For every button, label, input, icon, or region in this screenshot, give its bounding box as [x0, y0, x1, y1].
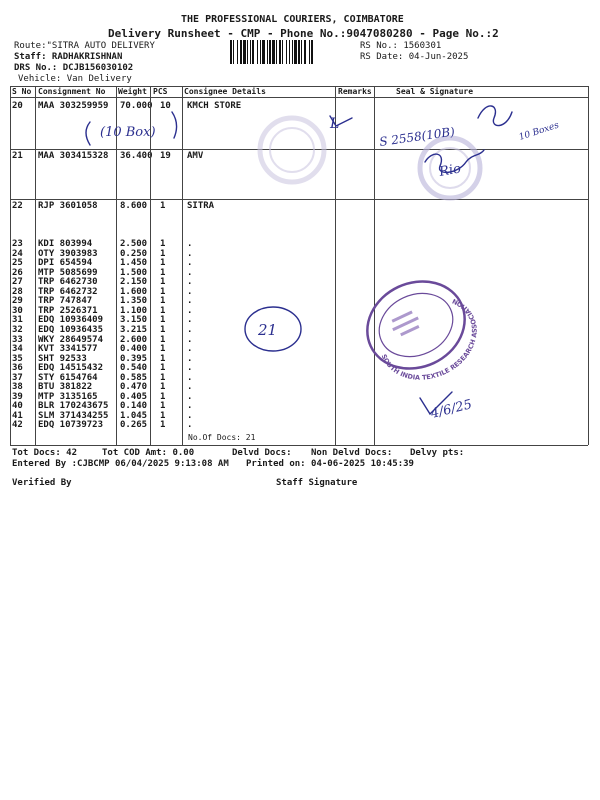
cell-sno: 39: [12, 391, 23, 402]
cell-consignee: .: [187, 286, 193, 297]
cell-consignment-no: EDQ 10936409: [38, 315, 104, 326]
rs-date: RS Date: 04-Jun-2025: [360, 52, 469, 62]
cell-consignment-no: MAA 303415328: [38, 151, 109, 161]
barcode-bar: [304, 40, 306, 64]
cell-pcs: 1: [160, 334, 166, 345]
barcode-bar: [267, 40, 268, 64]
barcode-bar: [272, 40, 275, 64]
cell-sno: 36: [12, 363, 23, 374]
hand-remark: L: [330, 116, 340, 132]
cell-weight: 0.585: [120, 372, 148, 383]
cell-sno: 35: [12, 353, 23, 364]
cell-consignee: KMCH STORE: [187, 101, 242, 111]
cell-consignee: .: [187, 344, 193, 355]
cell-consignment-no: TRP 747847: [38, 296, 93, 307]
barcode-bar: [311, 40, 313, 64]
cell-consignee: .: [187, 296, 193, 307]
cell-weight: 2.600: [120, 334, 148, 345]
cell-weight: 0.540: [120, 363, 148, 374]
cell-consignee: .: [187, 420, 193, 431]
cell-sno: 21: [12, 151, 23, 161]
barcode-bar: [243, 40, 246, 64]
cell-sno: 41: [12, 410, 23, 421]
col-header-pcs: PCS: [153, 87, 168, 96]
vehicle-label: Vehicle: Van Delivery: [18, 74, 132, 84]
cell-pcs: 1: [160, 248, 166, 259]
cell-weight: 1.450: [120, 258, 148, 269]
stamp-text: SOUTH INDIA TEXTILE RESEARCH ASSOCIATION: [379, 296, 479, 382]
cell-consignment-no: STY 6154764: [38, 372, 98, 383]
cell-pcs: 10: [160, 101, 171, 111]
barcode-bar: [233, 40, 234, 64]
cell-sno: 24: [12, 248, 23, 259]
col-header-seal: Seal & Signature: [396, 87, 474, 96]
rs-number: RS No.: 1560301: [360, 41, 442, 51]
cell-pcs: 1: [160, 267, 166, 278]
cell-weight: 0.250: [120, 248, 148, 259]
cell-weight: 0.140: [120, 401, 148, 412]
total-docs: Tot Docs: 42: [12, 448, 78, 458]
cell-sno: 27: [12, 277, 23, 288]
col-divider: [335, 86, 336, 445]
hand-signature: Rio: [438, 161, 463, 180]
barcode-bar: [269, 40, 271, 64]
cell-consignee: .: [187, 267, 193, 278]
cell-weight: 0.405: [120, 391, 148, 402]
col-divider: [150, 86, 151, 445]
hand-boxes-note: 10 Boxes: [517, 120, 561, 143]
cell-consignee: .: [187, 401, 193, 412]
barcode-bar: [250, 40, 251, 64]
cell-consignment-no: MAA 303259959: [38, 101, 109, 111]
cell-consignment-no: RJP 3601058: [38, 201, 98, 211]
cell-weight: 8.600: [120, 201, 148, 211]
cell-weight: 70.000: [120, 101, 153, 111]
barcode-bar: [309, 40, 310, 64]
hand-seal-note: S 2558(10B): [378, 124, 456, 149]
col-divider: [116, 86, 117, 445]
cell-sno: 20: [12, 101, 23, 111]
barcode-bar: [247, 40, 248, 64]
table-top-border: [10, 86, 588, 87]
cell-sno: 40: [12, 401, 23, 412]
cell-pcs: 1: [160, 258, 166, 269]
col-header-sno: S No: [12, 87, 32, 96]
cell-consignee: .: [187, 410, 193, 421]
cell-pcs: 1: [160, 315, 166, 326]
cell-pcs: 1: [160, 372, 166, 383]
cell-sno: 33: [12, 334, 23, 345]
delivered-docs: Delvd Docs:: [232, 448, 292, 458]
barcode-bar: [230, 40, 232, 64]
hand-date-note: 4/6/25: [429, 397, 474, 422]
cell-consignment-no: TRP 6462730: [38, 277, 98, 288]
cell-pcs: 1: [160, 391, 166, 402]
cell-consignment-no: TRP 6462732: [38, 286, 98, 297]
cell-consignee: .: [187, 391, 193, 402]
barcode-bar: [292, 40, 293, 64]
cell-consignment-no: BLR 170243675: [38, 401, 109, 412]
cell-weight: 3.215: [120, 324, 148, 335]
cell-weight: 3.150: [120, 315, 148, 326]
cell-sno: 32: [12, 324, 23, 335]
cell-consignee: .: [187, 305, 193, 316]
cell-weight: 2.500: [120, 239, 148, 249]
route-label: Route:"SITRA AUTO DELIVERY: [14, 41, 155, 51]
cell-consignment-no: EDQ 14515432: [38, 363, 104, 374]
cell-sno: 25: [12, 258, 23, 269]
cell-weight: 1.500: [120, 267, 148, 278]
barcode-bar: [252, 40, 254, 64]
barcode-bar: [262, 40, 265, 64]
barcode-bar: [260, 40, 261, 64]
barcode-bar: [294, 40, 297, 64]
cell-sno: 30: [12, 305, 23, 316]
barcode: [230, 40, 355, 64]
cell-pcs: 1: [160, 277, 166, 288]
cell-consignment-no: DPI 654594: [38, 258, 93, 269]
cell-consignee: .: [187, 372, 193, 383]
barcode-bar: [301, 40, 302, 64]
cell-sno: 31: [12, 315, 23, 326]
cell-pcs: 1: [160, 401, 166, 412]
cell-consignment-no: BTU 381822: [38, 382, 93, 393]
col-header-remarks: Remarks: [338, 87, 372, 96]
cell-pcs: 1: [160, 420, 166, 431]
col-divider: [374, 86, 375, 445]
cell-consignee: .: [187, 248, 193, 259]
runsheet-subtitle: Delivery Runsheet - CMP - Phone No.:9047080280 - Page No.:2: [108, 27, 499, 40]
cell-pcs: 1: [160, 286, 166, 297]
barcode-bar: [276, 40, 277, 64]
col-divider: [182, 86, 183, 445]
table-right-border: [588, 86, 589, 445]
cell-pcs: 1: [160, 239, 166, 249]
cell-consignment-no: SHT 92533: [38, 353, 87, 364]
cell-pcs: 1: [160, 324, 166, 335]
company-title: THE PROFESSIONAL COURIERS, COIMBATORE: [181, 14, 404, 25]
barcode-bar: [257, 40, 258, 64]
cell-pcs: 1: [160, 363, 166, 374]
cell-consignment-no: KDI 803994: [38, 239, 93, 249]
cell-weight: 2.150: [120, 277, 148, 288]
cell-consignee: .: [187, 258, 193, 269]
no-of-docs: No.Of Docs: 21: [188, 433, 256, 442]
cell-consignee: .: [187, 334, 193, 345]
cell-weight: 1.045: [120, 410, 148, 421]
cell-weight: 1.600: [120, 286, 148, 297]
barcode-bar: [279, 40, 281, 64]
cell-pcs: 19: [160, 151, 171, 161]
cell-pcs: 1: [160, 353, 166, 364]
cell-weight: 36.400: [120, 151, 153, 161]
row-divider: [10, 199, 588, 200]
cell-weight: 0.470: [120, 382, 148, 393]
cell-sno: 37: [12, 372, 23, 383]
table-row: [10, 201, 588, 212]
cell-consignment-no: OTY 3903983: [38, 248, 98, 259]
cell-consignment-no: MTP 5085699: [38, 267, 98, 278]
cell-sno: 26: [12, 267, 23, 278]
cell-consignment-no: EDQ 10739723: [38, 420, 104, 431]
cell-pcs: 1: [160, 410, 166, 421]
cell-pcs: 1: [160, 201, 166, 211]
runsheet-table: [10, 86, 588, 445]
entered-by: Entered By :CJBCMP 06/04/2025 9:13:08 AM: [12, 459, 229, 469]
col-header-weight: Weight: [118, 87, 147, 96]
table-left-border: [10, 86, 11, 445]
table-row: [10, 420, 588, 431]
barcode-bar: [240, 40, 242, 64]
cell-consignment-no: TRP 2526371: [38, 305, 98, 316]
cell-sno: 28: [12, 286, 23, 297]
delivery-points: Delvy pts:: [410, 448, 465, 458]
table-header-border: [10, 97, 588, 98]
cell-sno: 42: [12, 420, 23, 431]
cell-consignee: .: [187, 324, 193, 335]
cell-consignee: SITRA: [187, 201, 215, 211]
cell-sno: 38: [12, 382, 23, 393]
printed-on: Printed on: 04-06-2025 10:45:39: [246, 459, 414, 469]
col-header-consignee: Consignee Details: [184, 87, 266, 96]
cell-pcs: 1: [160, 296, 166, 307]
staff-label: Staff: RADHAKRISHNAN: [14, 52, 123, 62]
staff-signature-label: Staff Signature: [276, 478, 358, 488]
hand-circled-number: 21: [258, 321, 278, 339]
cell-consignment-no: KVT 3341577: [38, 344, 98, 355]
barcode-bar: [298, 40, 300, 64]
cell-sno: 23: [12, 239, 23, 249]
cell-consignment-no: MTP 3135165: [38, 391, 98, 402]
cell-consignment-no: SLM 371434255: [38, 410, 109, 421]
row-divider: [10, 149, 588, 150]
drs-number: DRS No.: DCJB156030102: [14, 63, 134, 73]
barcode-bar: [289, 40, 290, 64]
total-cod-amount: Tot COD Amt: 0.00: [102, 448, 195, 458]
cell-consignee: .: [187, 353, 193, 364]
verified-by-label: Verified By: [12, 478, 72, 488]
table-row: [10, 151, 588, 162]
cell-consignee: .: [187, 277, 193, 288]
cell-consignee: .: [187, 315, 193, 326]
cell-pcs: 1: [160, 344, 166, 355]
table-bottom-border: [10, 445, 588, 446]
cell-consignment-no: WKY 28649574: [38, 334, 104, 345]
cell-sno: 29: [12, 296, 23, 307]
cell-weight: 0.265: [120, 420, 148, 431]
cell-weight: 1.350: [120, 296, 148, 307]
col-header-consignment: Consignment No: [38, 87, 106, 96]
cell-consignee: AMV: [187, 151, 204, 161]
col-divider: [35, 86, 36, 445]
barcode-bar: [237, 40, 238, 64]
cell-consignee: .: [187, 382, 193, 393]
cell-weight: 1.100: [120, 305, 148, 316]
cell-pcs: 1: [160, 305, 166, 316]
table-row: [10, 101, 588, 112]
cell-sno: 34: [12, 344, 23, 355]
cell-pcs: 1: [160, 382, 166, 393]
cell-consignee: .: [187, 239, 193, 249]
cell-consignment-no: EDQ 10936435: [38, 324, 104, 335]
cell-consignee: .: [187, 363, 193, 374]
cell-weight: 0.400: [120, 344, 148, 355]
barcode-bar: [286, 40, 287, 64]
non-delivered-docs: Non Delvd Docs:: [311, 448, 393, 458]
cell-weight: 0.395: [120, 353, 148, 364]
barcode-bar: [282, 40, 283, 64]
hand-note-box: (10 Box): [100, 125, 156, 140]
cell-sno: 22: [12, 201, 23, 211]
